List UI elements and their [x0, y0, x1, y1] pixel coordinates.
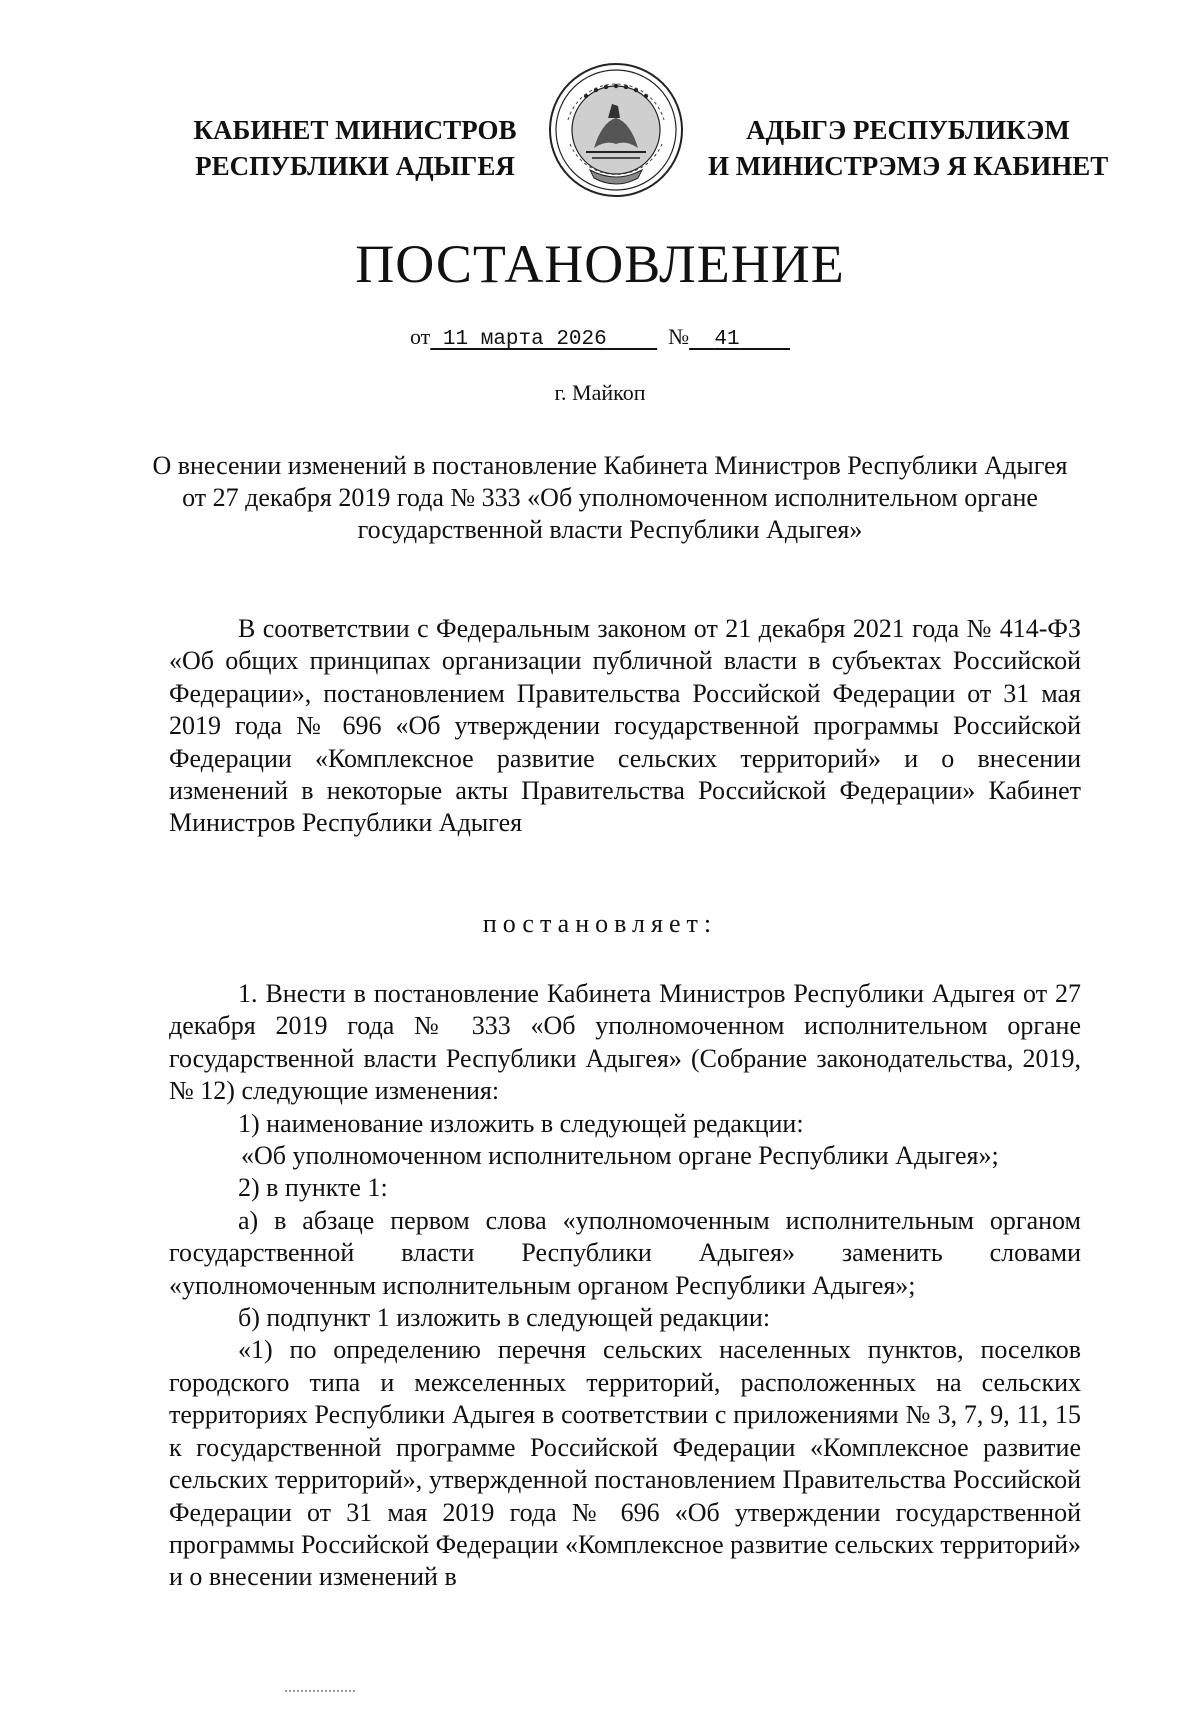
- issuer-line-2: РЕСПУБЛИКИ АДЫГЕЯ: [195, 151, 515, 181]
- issuer-name-russian: [190, 112, 520, 184]
- issuer-line-1: КАБИНЕТ МИНИСТРОВ: [193, 115, 517, 145]
- document-subject: О внесении изменений в постановление Кабинета Министров Республики Адыгея от 27 декабря 2019 года № 333 «Об уполномоченном исполнительном органе государственной власти Республики Адыгея»: [152, 451, 1068, 544]
- item-paragraph: «1) по определению перечня сельских населенных пунктов, поселков городского типа и межселенных территорий, расположенных на сельских территориях Республики Адыгея в соответствии с приложениями № 3, 7, 9, 11, 15 к государственной программе Российской Федерации «Комплексное развитие сельских территорий», утвержденной постановлением Правительства Российской Федерации от 31 мая 2019 года № 696 «Об утверждении государственной программы Российской Федерации «Комплексное развитие сельских территорий» и о внесении изменений в: [169, 1335, 1081, 1592]
- preamble-paragraph: В соответствии с Федеральным законом от 21 декабря 2021 года № 414-ФЗ «Об общих принципах организации публичной власти в субъектах Российской Федерации», постановлением Правительства Российской Федерации от 31 мая 2019 года № 696 «Об утверждении государственной программы Российской Федерации «Комплексное развитие сельских территорий» и о внесении изменений в некоторые акты Правительства Российской Федерации» Кабинет Министров Республики Адыгея: [169, 614, 1081, 838]
- item-paragraph: 1) наименование изложить в следующей редакции:: [238, 1108, 804, 1138]
- city: г. Майкоп: [554, 380, 646, 405]
- preamble: [169, 613, 1081, 840]
- date-value: 11 марта 2026: [442, 328, 607, 351]
- coat-of-arms-emblem-icon: [546, 60, 686, 200]
- page-bottom-mark: [285, 1690, 355, 1692]
- item-paragraph: а) в абзаце первом слова «уполномоченным исполнительным органом государственной власти Республики Адыгея» заменить словами «уполномоченным исполнительным органом Республики Адыгея»;: [169, 1205, 1081, 1300]
- item-paragraph: 1. Внести в постановление Кабинета Министров Республики Адыгея от 27 декабря 2019 года № 333 «Об уполномоченном исполнительном органе государственной власти Республики Адыгея» (Собрание законодательства, 2019, № 12) следующие изменения:: [169, 979, 1081, 1106]
- issuer-name-adyghe: [708, 112, 1108, 184]
- issuer-adyghe-line-2: И МИНИСТРЭМЭ Я КАБИНЕТ: [708, 151, 1109, 181]
- number-sign: №: [668, 324, 690, 349]
- document-title: ПОСТАНОВЛЕНИЕ: [355, 234, 845, 294]
- decree-items: [169, 978, 1081, 1594]
- item-paragraph: б) подпункт 1 изложить в следующей редакции:: [238, 1303, 771, 1333]
- date-number-line: [0, 322, 1200, 355]
- decree-word: постановляет:: [482, 909, 718, 938]
- item-paragraph: «Об уполномоченном исполнительном органе Республики Адыгея»;: [241, 1141, 999, 1171]
- item-paragraph: 2) в пункте 1:: [238, 1173, 388, 1203]
- issuer-adyghe-line-1: АДЫГЭ РЕСПУБЛИКЭМ: [746, 115, 1070, 145]
- number-value: 41: [714, 328, 740, 351]
- date-prefix: от: [409, 324, 431, 349]
